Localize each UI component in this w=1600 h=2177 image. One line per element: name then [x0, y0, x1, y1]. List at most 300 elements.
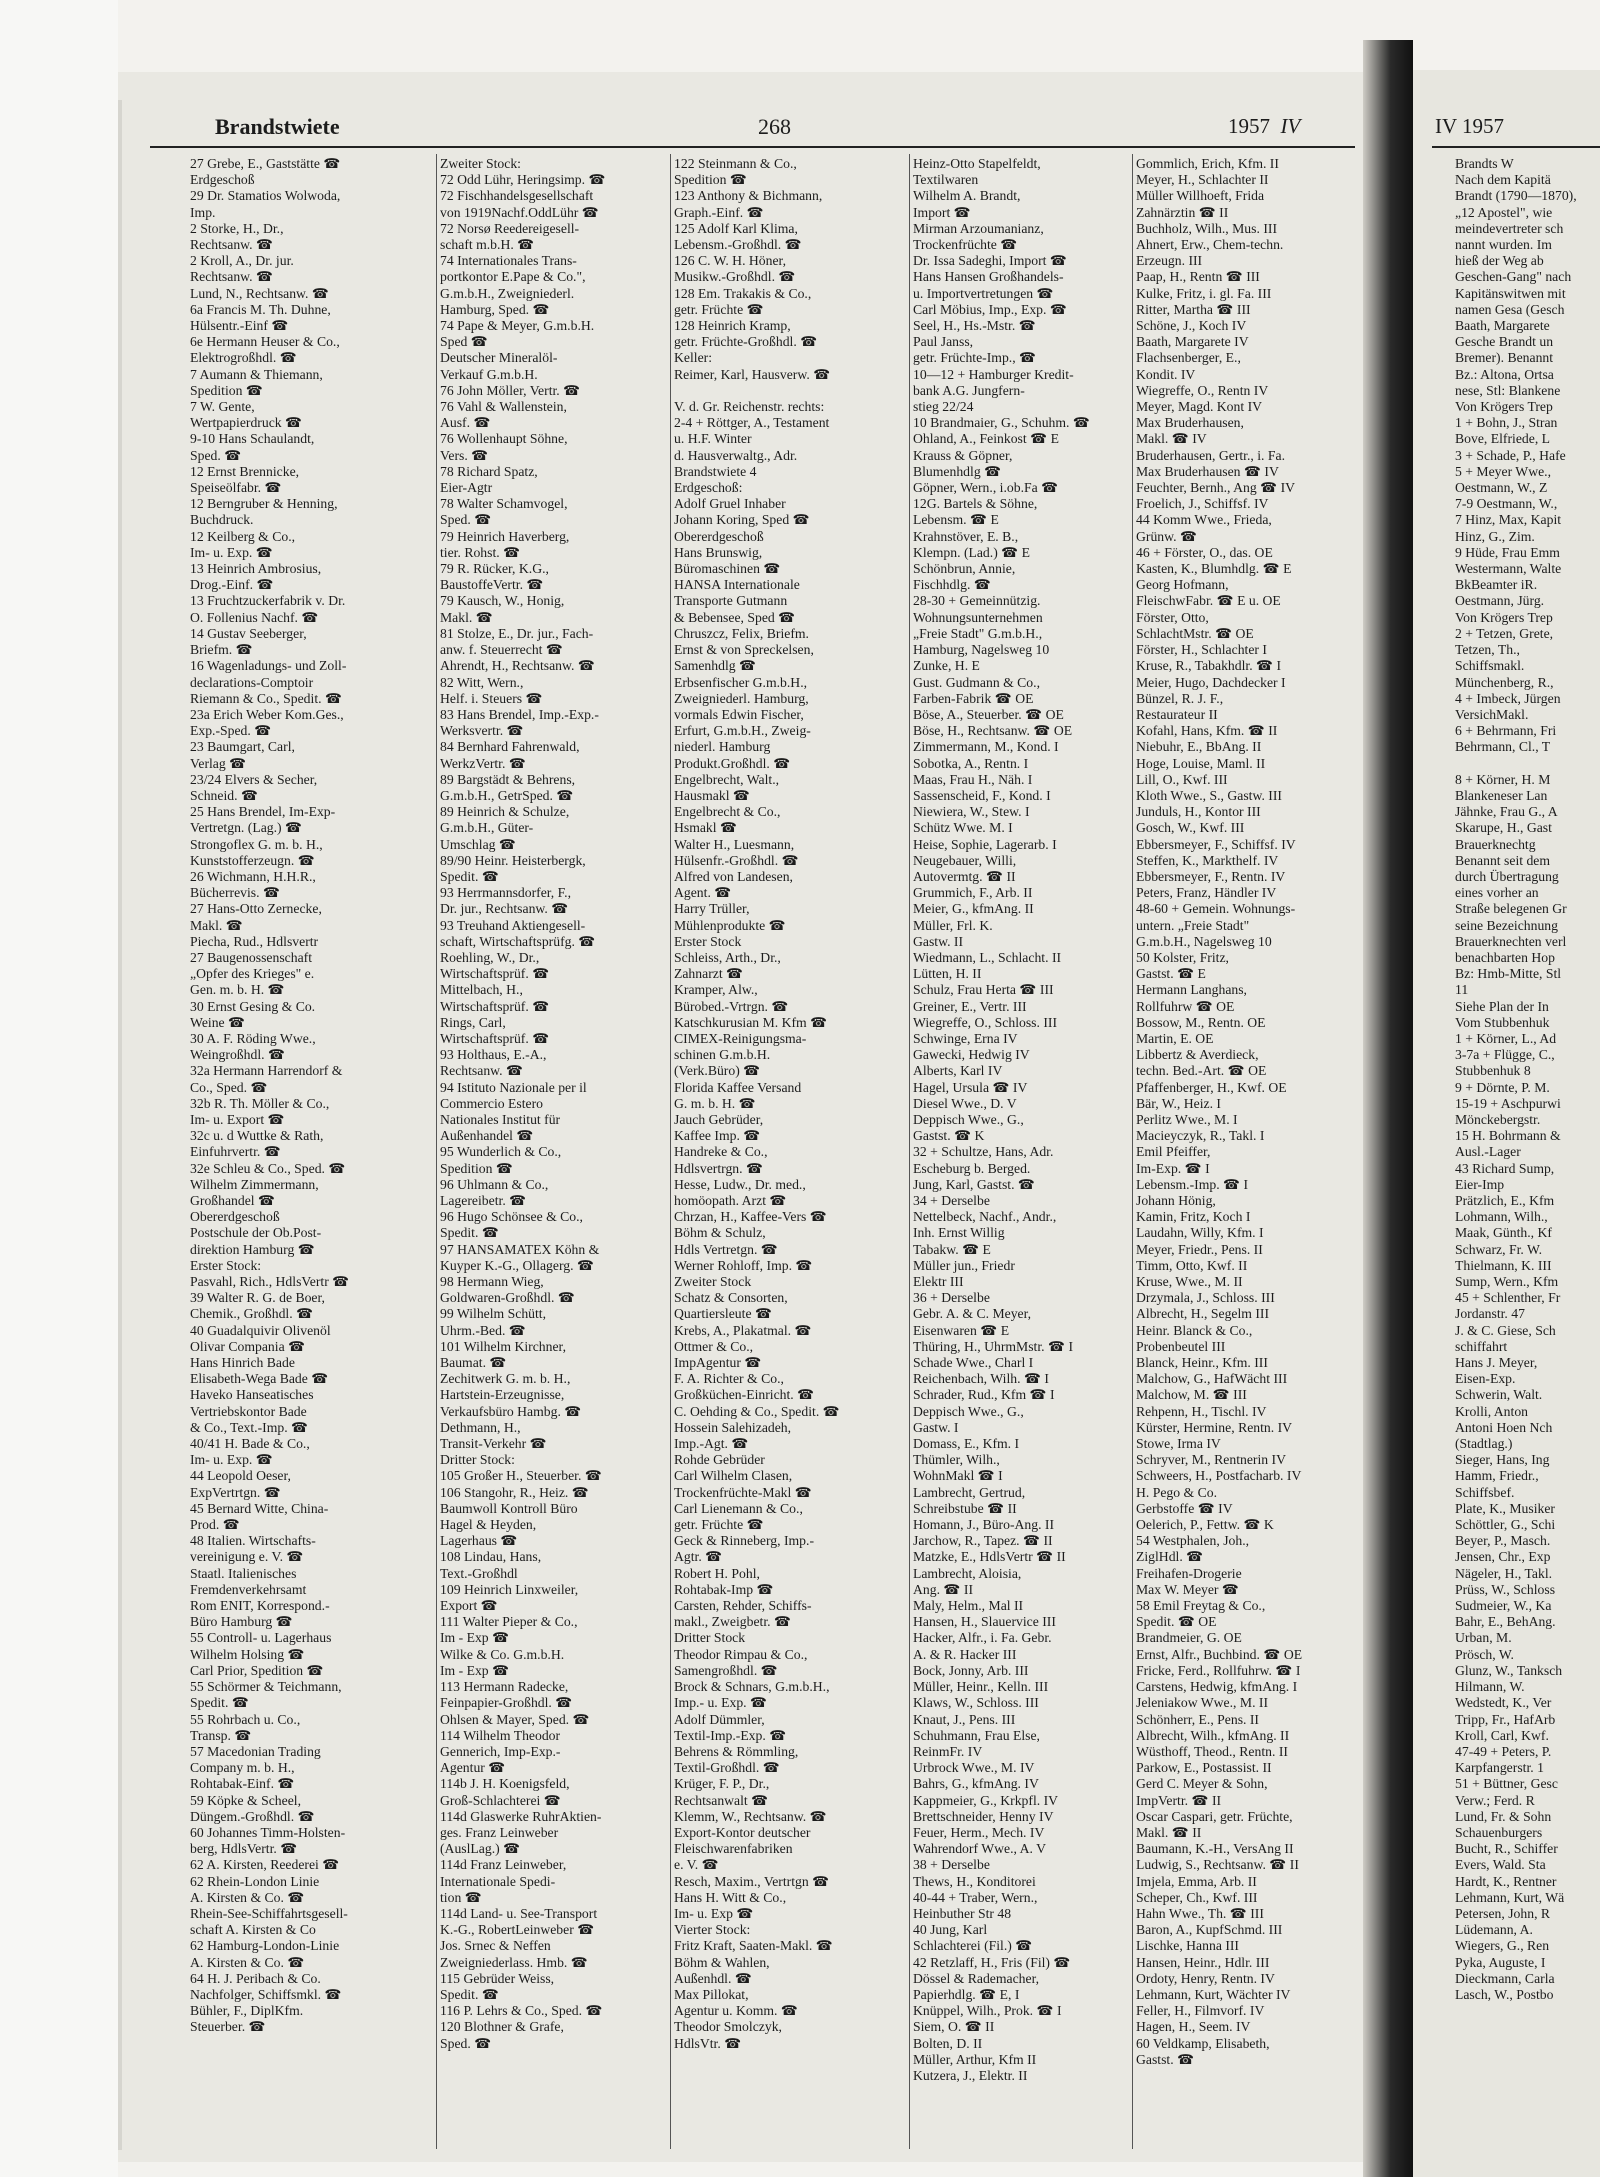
directory-entry-line: untern. „Freie Stadt" — [1136, 917, 1250, 933]
directory-entry-line: 93 Holthaus, E.-A., — [440, 1047, 547, 1063]
directory-entry-line: Böhm & Schulz, — [674, 1225, 766, 1241]
directory-entry-line: Libbertz & Averdieck, — [1136, 1047, 1259, 1063]
directory-entry-line: Baron, A., KupfSchmd. III — [1136, 1922, 1283, 1938]
directory-entry-line: e. V. ☎ — [674, 1857, 719, 1873]
facing-page-line: 47-49 + Peters, P. — [1455, 1743, 1552, 1759]
directory-entry-line: Wirtschaftsprüf. ☎ — [440, 966, 550, 982]
directory-entry-line: ges. Franz Leinweber — [440, 1824, 559, 1840]
directory-entry-line: Max Bruderhausen, — [1136, 415, 1244, 431]
facing-page-line: Dieckmann, Carla — [1455, 1970, 1555, 1986]
directory-entry-line: Werner Rohloff, Imp. ☎ — [674, 1257, 813, 1273]
directory-entry-line: 36 + Derselbe — [913, 1290, 990, 1306]
directory-entry-line: Makl. ☎ — [440, 609, 493, 625]
directory-entry-line: Hermann Langhans, — [1136, 982, 1247, 998]
directory-entry-line: 114b J. H. Koenigsfeld, — [440, 1776, 570, 1792]
directory-entry-line: 76 Vahl & Wallenstein, — [440, 399, 567, 415]
directory-entry-line: 30 A. F. Röding Wwe., — [190, 1030, 316, 1046]
facing-page-line: eines vorher an — [1455, 885, 1539, 901]
directory-entry-line: G.m.b.H., Güter- — [440, 820, 534, 836]
directory-entry-line: Vers. ☎ — [440, 447, 489, 463]
part-number: IV — [1280, 114, 1301, 138]
directory-entry-line: Rechtsanw. ☎ — [440, 1063, 524, 1079]
directory-entry-line: Wilhelm A. Brandt, — [913, 188, 1021, 204]
directory-entry-line: 32e Schleu & Co., Sped. ☎ — [190, 1160, 346, 1176]
directory-entry-line: Baumwoll Kontroll Büro — [440, 1500, 578, 1516]
directory-entry-line: 16 Wagenladungs- und Zoll- — [190, 658, 347, 674]
directory-entry-line: Adolf Gruel Inhaber — [674, 496, 786, 512]
directory-entry-line: Rom ENIT, Korrespond.- — [190, 1598, 330, 1614]
directory-entry-line: schaft A. Kirsten & Co — [190, 1922, 316, 1938]
directory-column-1 — [190, 156, 430, 2146]
directory-entry-line: declarations-Comptoir — [190, 674, 314, 690]
directory-entry-line: 79 Kausch, W., Honig, — [440, 593, 565, 609]
directory-entry-line: Schneid. ☎ — [190, 787, 258, 803]
directory-entry-line: Georg Hofmann, — [1136, 577, 1229, 593]
directory-entry-line: 81 Stolze, E., Dr. jur., Fach- — [440, 625, 594, 641]
directory-entry-line: Wiegreffe, O., Rentn IV — [1136, 382, 1269, 398]
directory-entry-line: Erster Stock — [674, 933, 742, 949]
directory-entry-line: Bolten, D. II — [913, 2035, 983, 2051]
directory-entry-line: Harry Trüller, — [674, 901, 750, 917]
facing-page-line: Thielmann, K. III — [1455, 1257, 1552, 1273]
facing-page-line: Jensen, Chr., Exp — [1455, 1549, 1551, 1565]
facing-page-line: durch Übertragung — [1455, 868, 1559, 884]
directory-entry-line: 57 Macedonian Trading — [190, 1743, 321, 1759]
facing-page-line: Beyer, P., Masch. — [1455, 1533, 1551, 1549]
directory-entry-line: getr. Früchte-Großhdl. ☎ — [674, 334, 818, 350]
directory-entry-line: Zweiter Stock — [674, 1274, 752, 1290]
directory-entry-line: Escheburg b. Berged. — [913, 1160, 1031, 1176]
facing-page-line: Prüss, W., Schloss — [1455, 1581, 1556, 1597]
directory-entry-line: WerkzVertr. ☎ — [440, 755, 526, 771]
directory-entry-line: Mühlenprodukte ☎ — [674, 917, 786, 933]
directory-entry-line: stieg 22/24 — [913, 399, 974, 415]
directory-entry-line: Kuyper K.-G., Ollagerg. ☎ — [440, 1257, 595, 1273]
directory-entry-line: Knaut, J., Pens. III — [913, 1711, 1016, 1727]
directory-entry-line: SchlachtMstr. ☎ OE — [1136, 625, 1254, 641]
directory-entry-line: Max W. Meyer ☎ — [1136, 1581, 1239, 1597]
directory-entry-line: Meyer, Magd. Kont IV — [1136, 399, 1263, 415]
directory-entry-line: 12G. Bartels & Söhne, — [913, 496, 1038, 512]
directory-entry-line: Maly, Helm., Mal II — [913, 1598, 1024, 1614]
directory-entry-line: Gawecki, Hedwig IV — [913, 1047, 1030, 1063]
directory-entry-line: Zweigniederl. Hamburg, — [674, 690, 809, 706]
directory-entry-line: Eisenwaren ☎ E — [913, 1322, 1010, 1338]
directory-entry-line: Werksvertr. ☎ — [440, 723, 524, 739]
directory-entry-line: Hsmakl ☎ — [674, 820, 738, 836]
directory-entry-line: Klempn. (Lad.) ☎ E — [913, 544, 1031, 560]
directory-entry-line: Sped. ☎ — [440, 2035, 492, 2051]
directory-entry-line: 10 Brandmaier, G., Schuhm. ☎ — [913, 415, 1090, 431]
directory-entry-line: Sassenscheid, F., Kond. I — [913, 787, 1051, 803]
directory-entry-line: Ahnert, Erw., Chem-techn. — [1136, 237, 1284, 253]
directory-entry-line: 50 Kolster, Fritz, — [1136, 949, 1229, 965]
directory-entry-line: Müller Willhoeft, Frida — [1136, 188, 1265, 204]
facing-page-line: Hardt, K., Rentner — [1455, 1873, 1557, 1889]
directory-entry-line: 72 Fischhandelsgesellschaft — [440, 188, 594, 204]
directory-entry-line: direktion Hamburg ☎ — [190, 1241, 315, 1257]
directory-entry-line: 40-44 + Traber, Wern., — [913, 1889, 1038, 1905]
directory-entry-line: Agentur u. Komm. ☎ — [674, 2003, 798, 2019]
directory-entry-line: Elisabeth-Wega Bade ☎ — [190, 1371, 329, 1387]
header-rule — [150, 146, 1355, 148]
directory-entry-line: Förster, H., Schlachter I — [1136, 642, 1267, 658]
facing-page-line: Schauenburgers — [1455, 1824, 1543, 1840]
directory-entry-line: Jung, Karl, Gastst. ☎ — [913, 1176, 1035, 1192]
directory-entry-line: Sped ☎ — [440, 334, 488, 350]
directory-entry-line: tier. Rohst. ☎ — [440, 544, 521, 560]
directory-entry-line: 23 Baumgart, Carl, — [190, 739, 295, 755]
directory-entry-line: Krüger, F. P., Dr., — [674, 1776, 770, 1792]
directory-entry-line: Ernst & von Spreckelsen, — [674, 642, 814, 658]
directory-entry-line: Eier-Agtr — [440, 480, 493, 496]
directory-entry-line: anw. f. Steuerrecht ☎ — [440, 642, 563, 658]
directory-entry-line: Ohlsen & Mayer, Sped. ☎ — [440, 1711, 590, 1727]
directory-entry-line: Rohtabak-Einf. ☎ — [190, 1776, 295, 1792]
directory-entry-line: 12 Berngruber & Henning, — [190, 496, 338, 512]
directory-entry-line: Parkow, E., Postassist. II — [1136, 1760, 1272, 1776]
directory-entry-line: Alfred von Landesen, — [674, 868, 793, 884]
directory-entry-line: Kutzera, J., Elektr. II — [913, 2067, 1028, 2083]
directory-entry-line: Spedition ☎ — [190, 382, 263, 398]
facing-page-line: Hilmann, W. — [1455, 1679, 1525, 1695]
directory-entry-line: Lill, O., Kwf. III — [1136, 771, 1228, 787]
directory-entry-line: Chemik., Großhdl. ☎ — [190, 1306, 314, 1322]
directory-entry-line: Schütz Wwe. M. I — [913, 820, 1013, 836]
directory-entry-line: Quartiersleute ☎ — [674, 1306, 772, 1322]
directory-entry-line: Briefm. ☎ — [190, 642, 253, 658]
directory-entry-line: 26 Wichmann, H.H.R., — [190, 868, 316, 884]
street-heading: Brandstwiete — [215, 114, 340, 139]
directory-entry-line: 55 Rohrbach u. Co., — [190, 1711, 301, 1727]
directory-entry-line: Produkt.Großhdl. ☎ — [674, 755, 791, 771]
directory-entry-line: 28-30 + Gemeinnützig. — [913, 593, 1041, 609]
directory-entry-line: 116 P. Lehrs & Co., Sped. ☎ — [440, 2003, 603, 2019]
directory-entry-line: Gommlich, Erich, Kfm. II — [1136, 156, 1279, 171]
directory-entry-line: Carl Prior, Spedition ☎ — [190, 1662, 324, 1678]
directory-entry-line: Paul Janss, — [913, 334, 974, 350]
directory-entry-line: 109 Heinrich Linxweiler, — [440, 1581, 579, 1597]
directory-entry-line: 120 Blothner & Grafe, — [440, 2019, 564, 2035]
directory-entry-line: 32c u. d Wuttke & Rath, — [190, 1128, 324, 1144]
directory-entry-line: Schade Wwe., Charl I — [913, 1355, 1034, 1371]
facing-page-line: Vom Stubbenhuk — [1455, 1014, 1550, 1030]
directory-entry-line: Thümler, Wilh., — [913, 1452, 1000, 1468]
directory-entry-line: Wilke & Co. G.m.b.H. — [440, 1646, 565, 1662]
directory-entry-line: H. Pego & Co. — [1136, 1484, 1217, 1500]
directory-entry-line: Carl Möbius, Imp., Exp. ☎ — [913, 301, 1067, 317]
directory-entry-line: 128 Heinrich Kramp, — [674, 318, 791, 334]
directory-entry-line: Schleiss, Arth., Dr., — [674, 949, 781, 965]
directory-entry-line: 115 Gebrüder Weiss, — [440, 1970, 555, 1986]
directory-entry-line: 89 Bargstädt & Behrens, — [440, 771, 576, 787]
directory-entry-line: Hansen, Heinr., Hdlr. III — [1136, 1954, 1270, 1970]
directory-entry-line: Strongoflex G. m. b. H., — [190, 836, 323, 852]
directory-entry-line: Homann, J., Büro-Ang. II — [913, 1517, 1055, 1533]
directory-entry-line: Fischhdlg. ☎ — [913, 577, 991, 593]
directory-entry-line: 108 Lindau, Hans, — [440, 1549, 542, 1565]
directory-entry-line: Carl Wilhelm Clasen, — [674, 1468, 793, 1484]
directory-entry-line: Rohde Gebrüder — [674, 1452, 765, 1468]
directory-entry-line: Makl. ☎ II — [1136, 1824, 1202, 1840]
directory-entry-line: Emil Pfeiffer, — [1136, 1144, 1211, 1160]
facing-page-line: „12 Apostel", wie — [1455, 204, 1553, 220]
directory-entry-line: Makl. ☎ — [190, 917, 243, 933]
facing-page-line — [1455, 756, 1600, 772]
directory-entry-line: Drog.-Einf. ☎ — [190, 577, 274, 593]
directory-entry-line: Resch, Maxim., Vertrtgn ☎ — [674, 1873, 830, 1889]
directory-entry-line: Dr. Issa Sadeghi, Import ☎ — [913, 253, 1067, 269]
directory-entry-line: Wertpapierdruck ☎ — [190, 415, 303, 431]
directory-entry-line: 59 Köpke & Scheel, — [190, 1792, 301, 1808]
directory-entry-line: Chrzan, H., Kaffee-Vers ☎ — [674, 1209, 827, 1225]
directory-entry-line: Meier, G., kfmAng. II — [913, 901, 1034, 917]
directory-entry-line: Olivar Compania ☎ — [190, 1338, 306, 1354]
directory-entry-line: Grummich, F., Arb. II — [913, 885, 1033, 901]
directory-entry-line: Außenhandel ☎ — [440, 1128, 534, 1144]
directory-entry-line: Alberts, Karl IV — [913, 1063, 1003, 1079]
directory-entry-line: Kloth Wwe., S., Gastw. III — [1136, 787, 1282, 803]
directory-entry-line: Imp. — [190, 204, 216, 220]
directory-entry-line: Export ☎ — [440, 1598, 498, 1614]
directory-entry-line: (Verk.Büro) ☎ — [674, 1063, 761, 1079]
directory-entry-line: Baumat. ☎ — [440, 1355, 507, 1371]
facing-page-line: Krolli, Anton — [1455, 1403, 1529, 1419]
directory-entry-line: 12 Ernst Brennicke, — [190, 463, 300, 479]
directory-entry-line: Carstens, Hedwig, kfmAng. I — [1136, 1679, 1298, 1695]
directory-entry-line: Restaurateur II — [1136, 706, 1218, 722]
directory-entry-line: Rechtsanw. ☎ — [190, 269, 274, 285]
directory-entry-line: Timm, Otto, Kwf. II — [1136, 1257, 1248, 1273]
directory-entry-line: Gust. Gudmann & Co., — [913, 674, 1040, 690]
directory-entry-line: 10—12 + Hamburger Kredit- — [913, 366, 1074, 382]
facing-page-line: Brauerknechten verl — [1455, 933, 1567, 949]
directory-entry-line: Theodor Smolczyk, — [674, 2019, 782, 2035]
directory-entry-line: Büro Hamburg ☎ — [190, 1614, 293, 1630]
directory-entry-line — [674, 383, 906, 399]
facing-page-line: Hans J. Meyer, — [1455, 1355, 1538, 1371]
directory-entry-line: Text.-Großhdl — [440, 1565, 518, 1581]
directory-entry-line: Zunke, H. E — [913, 658, 980, 674]
directory-entry-line: Kunststofferzeugn. ☎ — [190, 852, 315, 868]
directory-entry-line: Gastw. I — [913, 1419, 959, 1435]
directory-entry-line: Roehling, W., Dr., — [440, 949, 540, 965]
directory-entry-line: Hdlsvertrgn. ☎ — [674, 1160, 764, 1176]
facing-page-line: Von Krögers Trep — [1455, 399, 1553, 415]
directory-entry-line: Diesel Wwe., D. V — [913, 1095, 1017, 1111]
directory-entry-line: schaft, Wirtschaftsprüfg. ☎ — [440, 933, 596, 949]
facing-page-line: 9 + Dörnte, P. M. — [1455, 1079, 1550, 1095]
directory-entry-line: Umschlag ☎ — [440, 836, 516, 852]
directory-entry-line: Autovermtg. ☎ II — [913, 868, 1016, 884]
facing-page-line: Prätzlich, E., Kfm — [1455, 1193, 1555, 1208]
directory-entry-line: 94 Istituto Nazionale per il — [440, 1079, 587, 1095]
directory-entry-line: F. A. Richter & Co., — [674, 1371, 784, 1387]
facing-page-line: Bz: Hmb-Mitte, Stl — [1455, 966, 1562, 982]
directory-entry-line: Schwinge, Erna IV — [913, 1030, 1018, 1046]
directory-entry-line: Hans Hansen Großhandels- — [913, 269, 1064, 285]
facing-page-line: hieß der Weg ab — [1455, 253, 1544, 269]
directory-entry-line: Hamburg, Sped. ☎ — [440, 301, 550, 317]
directory-entry-line: Gosch, W., Kwf. III — [1136, 820, 1245, 836]
directory-entry-line: vormals Edwin Fischer, — [674, 706, 804, 722]
directory-entry-line: 89 Heinrich & Schulze, — [440, 804, 570, 820]
directory-entry-line: Hülsentr.-Einf ☎ — [190, 318, 289, 334]
directory-entry-line: 7 W. Gente, — [190, 399, 255, 415]
year: 1957 — [1228, 114, 1270, 138]
directory-entry-line: Wirtschaftsprüf. ☎ — [440, 998, 550, 1014]
directory-entry-line: Feuer, Herm., Mech. IV — [913, 1824, 1045, 1840]
directory-entry-line: 101 Wilhelm Kirchner, — [440, 1338, 566, 1354]
page-number: 268 — [758, 114, 791, 139]
directory-entry-line: Heinr. Blanck & Co., — [1136, 1322, 1253, 1338]
directory-entry-line: tion ☎ — [440, 1889, 482, 1905]
directory-entry-line: 2 Storke, H., Dr., — [190, 220, 284, 236]
directory-entry-line: 126 C. W. H. Höner, — [674, 253, 786, 269]
facing-page-line: Petersen, John, R — [1455, 1905, 1551, 1921]
directory-entry-line: Deutscher Mineralöl- — [440, 350, 558, 366]
directory-entry-line: Textilwaren — [913, 172, 979, 188]
year-part — [1228, 114, 1300, 139]
directory-entry-line: Müller, Arthur, Kfm II — [913, 2051, 1037, 2067]
directory-entry-line: Hartstein-Erzeugnisse, — [440, 1387, 565, 1403]
directory-entry-line: 44 Komm Wwe., Frieda, — [1136, 512, 1272, 528]
facing-page-line: Bremer). Benannt — [1455, 350, 1554, 366]
directory-entry-line: Kulke, Fritz, i. gl. Fa. III — [1136, 285, 1272, 301]
directory-entry-line: Wiedmann, L., Schlacht. II — [913, 949, 1062, 965]
facing-page-line: Skarupe, H., Gast — [1455, 820, 1552, 836]
directory-entry-line: Staatl. Italienisches — [190, 1565, 297, 1581]
directory-entry-line: niederl. Hamburg — [674, 739, 771, 755]
directory-entry-line: 76 Wollenhaupt Söhne, — [440, 431, 568, 447]
directory-entry-line: Hesse, Ludw., Dr. med., — [674, 1176, 806, 1192]
directory-entry-line: Engelbrecht, Walt., — [674, 771, 780, 787]
directory-entry-line: „Freie Stadt" G.m.b.H., — [913, 625, 1043, 641]
directory-entry-line: Vertriebskontor Bade — [190, 1403, 307, 1419]
directory-entry-line: techn. Bed.-Art. ☎ OE — [1136, 1063, 1267, 1079]
directory-entry-line: Kofahl, Hans, Kfm. ☎ II — [1136, 723, 1278, 739]
directory-entry-line: Schönbrun, Annie, — [913, 561, 1016, 577]
directory-entry-line: Speiseölfabr. ☎ — [190, 480, 282, 496]
directory-entry-line: Schönherr, E., Pens. II — [1136, 1711, 1259, 1727]
facing-page-line: Sump, Wern., Kfm — [1455, 1274, 1559, 1290]
directory-entry-line: Makl. ☎ IV — [1136, 431, 1207, 447]
directory-entry-line: Keller: — [674, 350, 713, 366]
directory-entry-line: Zechitwerk G. m. b. H., — [440, 1371, 571, 1387]
directory-column-3 — [674, 156, 906, 2146]
book-gutter — [1363, 40, 1413, 2177]
directory-entry-line: Vertretgn. (Lag.) ☎ — [190, 820, 303, 836]
directory-entry-line: 72 Odd Lühr, Heringsimp. ☎ — [440, 172, 606, 188]
directory-entry-line: Max Pillokat, — [674, 1986, 749, 2002]
directory-entry-line: Spedit. ☎ — [440, 1986, 499, 2002]
directory-entry-line: Laudahn, Willy, Kfm. I — [1136, 1225, 1264, 1241]
directory-entry-line: 82 Witt, Wern., — [440, 674, 524, 690]
directory-entry-line: Lebensm.-Großhdl. ☎ — [674, 237, 802, 253]
directory-entry-line: Matzke, E., HdlsVertr ☎ II — [913, 1549, 1066, 1565]
facing-page-line: Verw.; Ferd. R — [1455, 1792, 1535, 1808]
directory-entry-line: Ausf. ☎ — [440, 415, 491, 431]
directory-entry-line: 106 Stangohr, R., Heiz. ☎ — [440, 1484, 589, 1500]
facing-page-line: Ausl.-Lager — [1455, 1144, 1521, 1160]
directory-entry-line: 62 Hamburg-London-Linie — [190, 1938, 340, 1954]
directory-entry-line: Steffen, K., Markthelf. IV — [1136, 852, 1279, 868]
facing-page-line: Glunz, W., Tanksch — [1455, 1662, 1563, 1678]
directory-entry-line: 27 Baugenossenschaft — [190, 949, 313, 965]
facing-page-line: BkBeamter iR. — [1455, 577, 1538, 593]
directory-entry-line: Jauch Gebrüder, — [674, 1111, 764, 1127]
directory-entry-line: Erzeugn. III — [1136, 253, 1203, 269]
directory-entry-line: 89/90 Heinr. Heisterbergk, — [440, 852, 586, 868]
directory-entry-line: Bär, W., Heiz. I — [1136, 1095, 1221, 1111]
directory-entry-line: Prod. ☎ — [190, 1517, 240, 1533]
directory-entry-line: Außenhdl. ☎ — [674, 1970, 752, 1986]
facing-page-line: 7 Hinz, Max, Kapit — [1455, 512, 1562, 528]
directory-entry-line: 113 Hermann Radecke, — [440, 1679, 569, 1695]
directory-entry-line: 30 Ernst Gesing & Co. — [190, 998, 316, 1014]
directory-entry-line: Urbrock Wwe., M. IV — [913, 1760, 1035, 1776]
facing-page-line: Straße belegenen Gr — [1455, 901, 1567, 917]
directory-entry-line: Groß-Schlachterei ☎ — [440, 1792, 561, 1808]
directory-entry-line: Company m. b. H., — [190, 1760, 295, 1776]
facing-page-line: Brandt (1790—1870), — [1455, 188, 1577, 204]
directory-entry-line: Ritter, Martha ☎ III — [1136, 301, 1251, 317]
directory-entry-line: Im- u. Export ☎ — [190, 1111, 285, 1127]
directory-entry-line: HANSA Internationale — [674, 577, 800, 593]
directory-entry-line: Flachsenberger, E., — [1136, 350, 1241, 366]
directory-entry-line: Nettelbeck, Nachf., Andr., — [913, 1209, 1057, 1225]
directory-entry-line: Albrecht, H., Segelm III — [1136, 1306, 1270, 1322]
directory-entry-line: Großhandel ☎ — [190, 1193, 276, 1208]
directory-entry-line: 95 Wunderlich & Co., — [440, 1144, 562, 1160]
directory-entry-line: Uhrm.-Bed. ☎ — [440, 1322, 526, 1338]
directory-entry-line: von 1919Nachf.OddLühr ☎ — [440, 204, 599, 220]
directory-entry-line: 78 Richard Spatz, — [440, 463, 538, 479]
directory-entry-line: Spedition ☎ — [674, 172, 747, 188]
directory-entry-line: Böhm & Wahlen, — [674, 1954, 770, 1970]
directory-entry-line: Im - Exp ☎ — [440, 1662, 510, 1678]
facing-page-rule — [1432, 146, 1600, 148]
directory-entry-line: Maas, Frau H., Näh. I — [913, 771, 1033, 787]
directory-column-4 — [913, 156, 1135, 2146]
facing-page-line: Nach dem Kapitä — [1455, 172, 1551, 188]
facing-page-line: Antoni Hoen Nch — [1455, 1419, 1553, 1435]
directory-entry-line: A. Kirsten & Co. ☎ — [190, 1889, 305, 1905]
facing-page-line: Wiegers, G., Ren — [1455, 1938, 1550, 1954]
directory-entry-line: Rollfuhrw ☎ OE — [1136, 998, 1235, 1014]
directory-entry-line: Weine ☎ — [190, 1014, 246, 1030]
directory-entry-line: Rhein-See-Schiffahrtsgesell- — [190, 1905, 348, 1921]
directory-entry-line: Dethmann, H., — [440, 1419, 521, 1435]
directory-entry-line: Krahnstöver, E. B., — [913, 528, 1019, 544]
directory-entry-line: Siem, O. ☎ II — [913, 2019, 995, 2035]
directory-entry-line: Weingroßhdl. ☎ — [190, 1047, 286, 1063]
directory-entry-line: Co., Sped. ☎ — [190, 1079, 268, 1095]
directory-entry-line: Verkauf G.m.b.H. — [440, 366, 538, 382]
directory-entry-line: Zweiter Stock: — [440, 156, 521, 171]
directory-entry-line: Gebr. A. & C. Meyer, — [913, 1306, 1032, 1322]
facing-page-line: Mönckebergstr. — [1455, 1111, 1541, 1127]
directory-entry-line: 40 Guadalquivir Olivenöl — [190, 1322, 331, 1338]
directory-entry-line: Lambrecht, Aloisia, — [913, 1565, 1022, 1581]
directory-entry-line: Transp. ☎ — [190, 1727, 252, 1743]
directory-entry-line: 32 + Schultze, Hans, Adr. — [913, 1144, 1054, 1160]
directory-entry-line: Grünw. ☎ — [1136, 528, 1198, 544]
facing-page-line: Von Krögers Trep — [1455, 609, 1553, 625]
directory-entry-line: ImpAgentur ☎ — [674, 1355, 762, 1371]
directory-entry-line: Steuerber. ☎ — [190, 2019, 266, 2035]
directory-entry-line: Ahrendt, H., Rechtsanw. ☎ — [440, 658, 595, 674]
